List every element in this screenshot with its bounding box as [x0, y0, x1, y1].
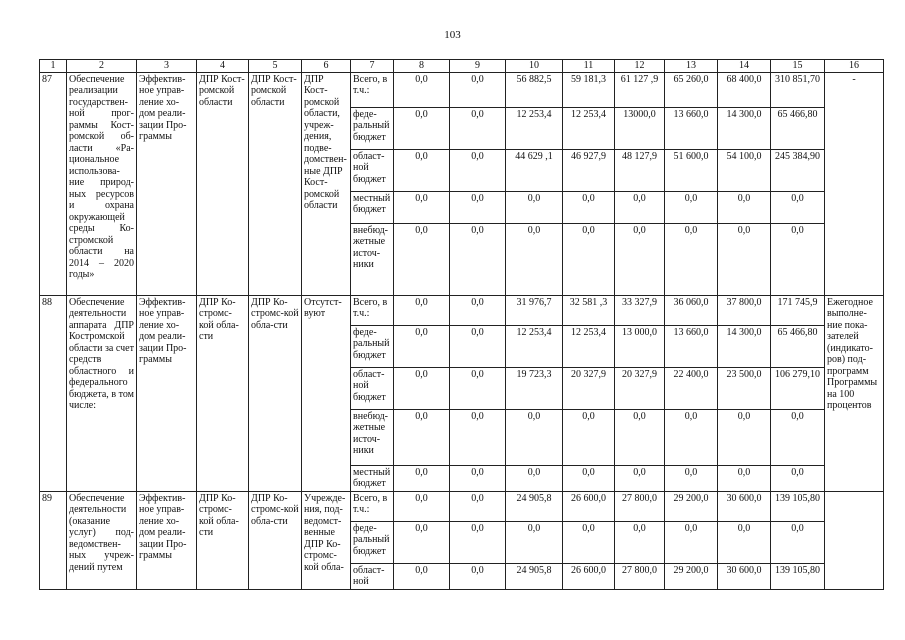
column-header-4: 4: [197, 60, 249, 73]
cell-source-label: област-ной: [351, 563, 394, 589]
cell-executor: ДПР Ко-стромс-кой обла-сти: [249, 491, 302, 589]
cell-value-v11: 0,0: [563, 521, 615, 563]
cell-value-v9: 0,0: [450, 107, 506, 149]
column-header-2: 2: [67, 60, 137, 73]
cell-value-v13: 0,0: [665, 223, 718, 295]
table-row: [40, 491, 884, 521]
cell-value-v11: 0,0: [563, 465, 615, 491]
cell-criterion: Эффектив-ное управ-ление хо-дом реали-зации Про-граммы: [137, 491, 197, 589]
cell-value-v14: 14 300,0: [718, 325, 771, 367]
cell-value-v13: 36 060,0: [665, 295, 718, 325]
header-row: [40, 60, 884, 73]
cell-note: -: [825, 72, 884, 295]
cell-value-v10: 12 253,4: [506, 325, 563, 367]
cell-value-v12: 0,0: [615, 409, 665, 465]
cell-value-v10: 0,0: [506, 223, 563, 295]
table-row: [40, 295, 884, 325]
cell-value-v11: 12 253,4: [563, 107, 615, 149]
cell-value-v11: 12 253,4: [563, 325, 615, 367]
cell-value-v9: 0,0: [450, 465, 506, 491]
cell-value-v10: 12 253,4: [506, 107, 563, 149]
cell-value-v14: 30 600,0: [718, 563, 771, 589]
cell-value-v14: 0,0: [718, 191, 771, 223]
cell-value-v9: 0,0: [450, 521, 506, 563]
cell-value-v10: 24 905,8: [506, 563, 563, 589]
cell-source-label: феде-ральный бюджет: [351, 107, 394, 149]
cell-value-v14: 30 600,0: [718, 491, 771, 521]
cell-value-v8: 0,0: [394, 367, 450, 409]
column-header-9: 9: [450, 60, 506, 73]
cell-value-v13: 13 660,0: [665, 325, 718, 367]
cell-value-v12: 20 327,9: [615, 367, 665, 409]
cell-source-label: местный бюджет: [351, 191, 394, 223]
cell-executor: ДПР Ко-стромс-кой обла-сти: [249, 295, 302, 491]
cell-participant: ДПР Кост-ромской области, учреж-дения, подве-домствен-ные ДПР Кост-ромской области: [302, 72, 351, 295]
cell-value-v15: 0,0: [771, 223, 825, 295]
column-header-14: 14: [718, 60, 771, 73]
cell-value-v13: 22 400,0: [665, 367, 718, 409]
cell-value-v12: 48 127,9: [615, 149, 665, 191]
cell-value-v15: 171 745,9: [771, 295, 825, 325]
cell-value-v12: 0,0: [615, 223, 665, 295]
cell-value-v12: 13000,0: [615, 107, 665, 149]
cell-value-v13: 65 260,0: [665, 72, 718, 107]
column-header-3: 3: [137, 60, 197, 73]
cell-value-v9: 0,0: [450, 191, 506, 223]
page-number: 103: [444, 29, 461, 41]
column-header-16: 16: [825, 60, 884, 73]
cell-value-v11: 59 181,3: [563, 72, 615, 107]
cell-value-v8: 0,0: [394, 521, 450, 563]
cell-value-v15: 139 105,80: [771, 563, 825, 589]
cell-value-v8: 0,0: [394, 563, 450, 589]
cell-value-v9: 0,0: [450, 149, 506, 191]
cell-value-v11: 32 581 ,3: [563, 295, 615, 325]
cell-value-v15: 139 105,80: [771, 491, 825, 521]
cell-value-v11: 0,0: [563, 191, 615, 223]
cell-value-v8: 0,0: [394, 149, 450, 191]
cell-num: 87: [40, 72, 67, 295]
cell-value-v14: 23 500,0: [718, 367, 771, 409]
cell-criterion: Эффектив-ное управ-ление хо-дом реали-зации Про-граммы: [137, 295, 197, 491]
cell-source-label: внебюд-жетные источ-ники: [351, 409, 394, 465]
cell-source-label: местный бюджет: [351, 465, 394, 491]
cell-value-v8: 0,0: [394, 409, 450, 465]
cell-source-label: Всего, в т.ч.:: [351, 295, 394, 325]
cell-value-v14: 0,0: [718, 521, 771, 563]
cell-value-v8: 0,0: [394, 191, 450, 223]
cell-value-v12: 33 327,9: [615, 295, 665, 325]
cell-value-v13: 0,0: [665, 465, 718, 491]
cell-value-v9: 0,0: [450, 563, 506, 589]
cell-value-v12: 13 000,0: [615, 325, 665, 367]
cell-value-v8: 0,0: [394, 223, 450, 295]
cell-name: Обеспечение деятельности аппарата ДПР Костромской области за счет средств областного и федерального бюджета, в том числе:: [67, 295, 137, 491]
cell-value-v14: 37 800,0: [718, 295, 771, 325]
cell-value-v10: 19 723,3: [506, 367, 563, 409]
cell-value-v13: 51 600,0: [665, 149, 718, 191]
cell-value-v8: 0,0: [394, 72, 450, 107]
cell-value-v12: 27 800,0: [615, 491, 665, 521]
cell-value-v15: 0,0: [771, 521, 825, 563]
cell-source-label: област-ной бюджет: [351, 149, 394, 191]
cell-value-v15: 245 384,90: [771, 149, 825, 191]
cell-value-v13: 0,0: [665, 191, 718, 223]
table-row: [40, 72, 884, 107]
cell-value-v12: 27 800,0: [615, 563, 665, 589]
cell-value-v15: 65 466,80: [771, 107, 825, 149]
cell-value-v13: 0,0: [665, 521, 718, 563]
cell-source-label: област-ной бюджет: [351, 367, 394, 409]
cell-value-v13: 13 660,0: [665, 107, 718, 149]
cell-value-v8: 0,0: [394, 325, 450, 367]
cell-value-v14: 14 300,0: [718, 107, 771, 149]
cell-value-v8: 0,0: [394, 465, 450, 491]
cell-value-v10: 31 976,7: [506, 295, 563, 325]
cell-num: 89: [40, 491, 67, 589]
cell-coordinator: ДПР Ко-стромс-кой обла-сти: [197, 295, 249, 491]
cell-name: Обеспечение деятельности (оказание услуг) под-ведомствен-ных учреж-дений путем: [67, 491, 137, 589]
cell-value-v10: 24 905,8: [506, 491, 563, 521]
cell-source-label: Всего, в т.ч.:: [351, 491, 394, 521]
column-header-5: 5: [249, 60, 302, 73]
cell-value-v12: 0,0: [615, 191, 665, 223]
cell-value-v9: 0,0: [450, 325, 506, 367]
cell-value-v8: 0,0: [394, 491, 450, 521]
cell-value-v11: 0,0: [563, 223, 615, 295]
cell-source-label: Всего, в т.ч.:: [351, 72, 394, 107]
cell-value-v8: 0,0: [394, 295, 450, 325]
cell-value-v10: 0,0: [506, 409, 563, 465]
cell-value-v13: 29 200,0: [665, 563, 718, 589]
cell-note: Ежегодное выполне-ние пока-зателей (индикато-ров) под-программ Программы на 100 процентов: [825, 295, 884, 491]
cell-name: Обеспечение реализации государствен-ной прог-раммы Кост-ромской об-ласти «Ра-циональное использова-ние природ-ных ресурсов и охрана окружающей среды Ко-стромской области на 2014 – 2020 годы»: [67, 72, 137, 295]
cell-value-v14: 68 400,0: [718, 72, 771, 107]
cell-value-v13: 29 200,0: [665, 491, 718, 521]
cell-value-v14: 0,0: [718, 465, 771, 491]
column-header-15: 15: [771, 60, 825, 73]
column-header-12: 12: [615, 60, 665, 73]
cell-value-v10: 56 882,5: [506, 72, 563, 107]
cell-value-v9: 0,0: [450, 72, 506, 107]
cell-participant: Учрежде-ния, под-ведомст-венные ДПР Ко-стромс-кой обла-: [302, 491, 351, 589]
cell-value-v10: 0,0: [506, 521, 563, 563]
cell-value-v12: 0,0: [615, 465, 665, 491]
cell-value-v11: 26 600,0: [563, 491, 615, 521]
column-header-13: 13: [665, 60, 718, 73]
column-header-7: 7: [351, 60, 394, 73]
cell-value-v15: 0,0: [771, 465, 825, 491]
cell-value-v15: 0,0: [771, 191, 825, 223]
cell-value-v8: 0,0: [394, 107, 450, 149]
cell-value-v10: 44 629 ,1: [506, 149, 563, 191]
cell-num: 88: [40, 295, 67, 491]
column-header-6: 6: [302, 60, 351, 73]
cell-value-v10: 0,0: [506, 191, 563, 223]
cell-participant: Отсутст-вуют: [302, 295, 351, 491]
cell-value-v15: 106 279,10: [771, 367, 825, 409]
cell-value-v12: 61 127 ,9: [615, 72, 665, 107]
cell-value-v9: 0,0: [450, 491, 506, 521]
cell-note: [825, 491, 884, 589]
cell-value-v9: 0,0: [450, 295, 506, 325]
cell-executor: ДПР Кост-ромской области: [249, 72, 302, 295]
cell-coordinator: ДПР Ко-стромс-кой обла-сти: [197, 491, 249, 589]
cell-source-label: феде-ральный бюджет: [351, 325, 394, 367]
cell-coordinator: ДПР Кост-ромской области: [197, 72, 249, 295]
cell-value-v11: 0,0: [563, 409, 615, 465]
cell-value-v9: 0,0: [450, 223, 506, 295]
column-header-10: 10: [506, 60, 563, 73]
cell-value-v15: 310 851,70: [771, 72, 825, 107]
cell-criterion: Эффектив-ное управ-ление хо-дом реали-зации Про-граммы: [137, 72, 197, 295]
cell-value-v9: 0,0: [450, 367, 506, 409]
cell-value-v14: 0,0: [718, 223, 771, 295]
cell-value-v14: 0,0: [718, 409, 771, 465]
cell-source-label: феде-ральный бюджет: [351, 521, 394, 563]
cell-value-v11: 26 600,0: [563, 563, 615, 589]
budget-table: [39, 59, 884, 590]
column-header-11: 11: [563, 60, 615, 73]
cell-value-v12: 0,0: [615, 521, 665, 563]
cell-value-v14: 54 100,0: [718, 149, 771, 191]
cell-source-label: внебюд-жетные источ-ники: [351, 223, 394, 295]
cell-value-v10: 0,0: [506, 465, 563, 491]
cell-value-v11: 20 327,9: [563, 367, 615, 409]
cell-value-v15: 65 466,80: [771, 325, 825, 367]
column-header-8: 8: [394, 60, 450, 73]
cell-value-v9: 0,0: [450, 409, 506, 465]
cell-value-v15: 0,0: [771, 409, 825, 465]
cell-value-v11: 46 927,9: [563, 149, 615, 191]
column-header-1: 1: [40, 60, 67, 73]
cell-value-v13: 0,0: [665, 409, 718, 465]
